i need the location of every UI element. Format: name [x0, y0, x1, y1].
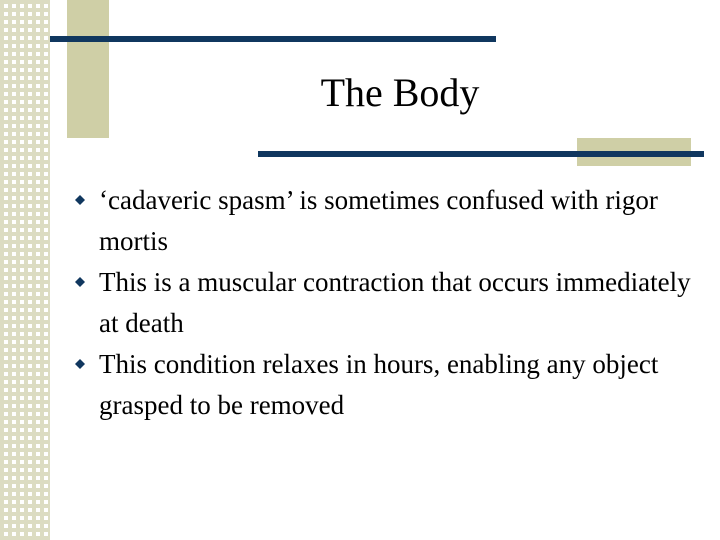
decorative-block-top-left	[67, 0, 109, 138]
diamond-bullet-icon	[75, 277, 85, 287]
title-rule-top	[50, 36, 496, 42]
slide-title: The Body	[320, 70, 480, 115]
diamond-bullet-icon	[75, 359, 85, 369]
bullet-text: ‘cadaveric spasm’ is sometimes confused with rigor mortis	[99, 185, 658, 256]
bullet-list	[72, 180, 692, 426]
decorative-checker-strip	[0, 0, 50, 540]
title-rule-bottom	[258, 151, 704, 157]
bullet-item	[72, 262, 692, 344]
bullet-text: This is a muscular contraction that occurs immediately at death	[99, 267, 691, 338]
diamond-bullet-icon	[75, 195, 85, 205]
bullet-item	[72, 180, 692, 262]
bullet-text: This condition relaxes in hours, enabling any object grasped to be removed	[99, 349, 659, 420]
bullet-item	[72, 344, 692, 426]
